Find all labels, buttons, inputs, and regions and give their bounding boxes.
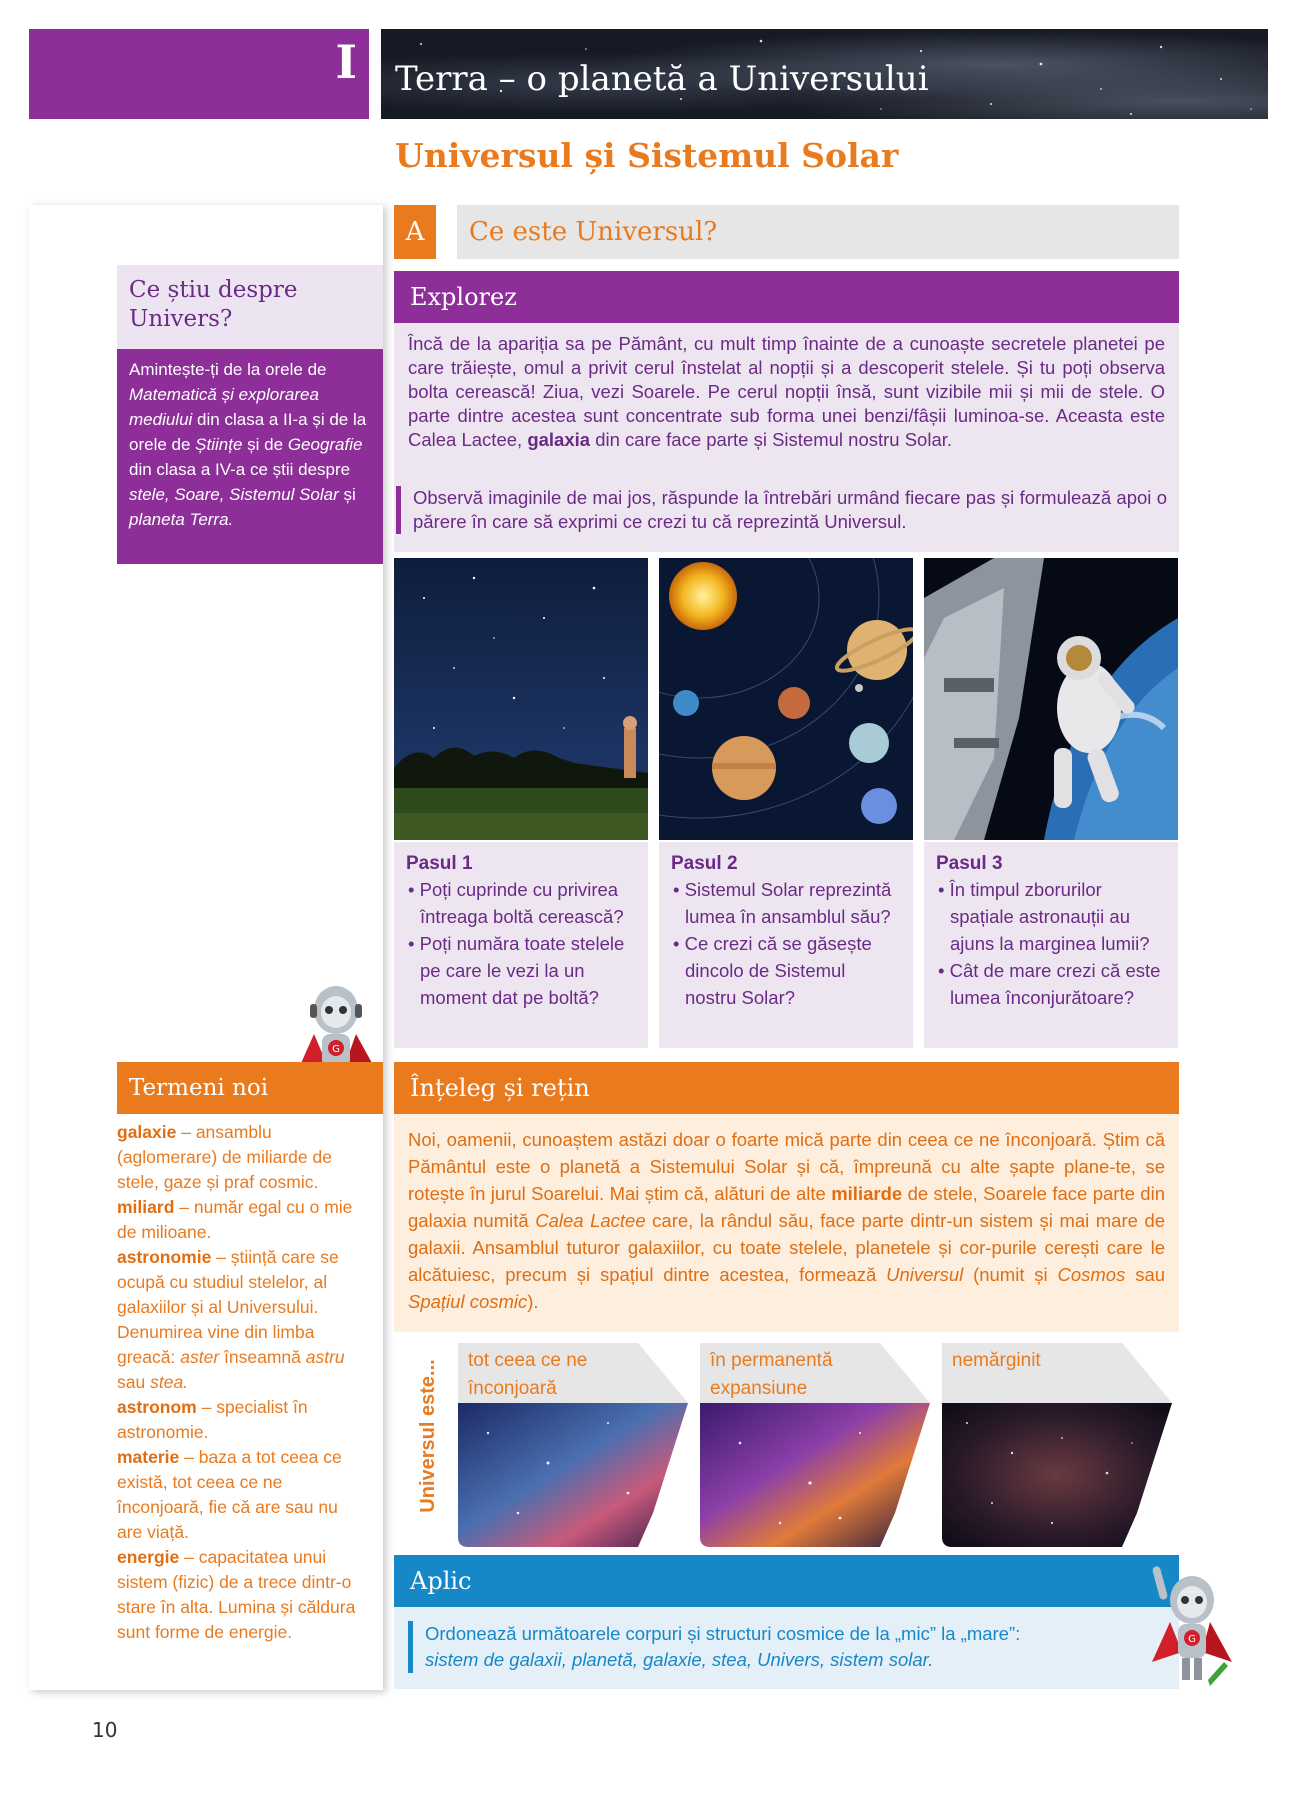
apply-instruction: Ordonează următoarele corpuri și structuri cosmice de la „mic” la „mare”: sistem de galaxii, planetă, galaxie, stea, Univers, sistem solar. [408, 1621, 1148, 1673]
step-question: • Poți cuprinde cu privirea întreaga boltă cerească? [406, 876, 636, 930]
step-question: • Poți număra toate stelele pe care le vezi la un moment dat pe boltă? [406, 930, 636, 1011]
svg-text:G: G [1188, 1634, 1196, 1645]
section-title: Ce este Universul? [457, 205, 1179, 259]
photo-night-sky [394, 558, 648, 840]
explore-box [394, 323, 1179, 552]
terms-list [117, 1120, 367, 1645]
know-box-title: Ce știu despre Univers? [117, 265, 383, 349]
step-question: • Sistemul Solar reprezintă lumea în ansamblul său? [671, 876, 901, 930]
chapter-title: Terra – o planetă a Universului [395, 59, 929, 99]
understand-header: Înțeleg și rețin [394, 1062, 1179, 1114]
robot-mascot-icon [1148, 1562, 1236, 1690]
universe-card-text: nemărginit [952, 1350, 1041, 1371]
svg-text:G: G [332, 1044, 340, 1055]
lesson-title: Universul și Sistemul Solar [395, 136, 899, 175]
step-1-box [394, 842, 648, 1048]
universe-card-text: tot ceea ce ne înconjoară [468, 1350, 588, 1399]
section-letter: A [394, 205, 436, 259]
step-3-box [924, 842, 1178, 1048]
universe-card-text: în permanentă expansiune [710, 1350, 833, 1399]
step-question: • Cât de mare crezi că este lumea înconjurătoare? [936, 957, 1166, 1011]
step-title: Pasul 2 [671, 853, 738, 874]
understand-paragraph: Noi, oamenii, cunoaștem astăzi doar o foarte mică parte din ceea ce ne înconjoară. Știm că Pământul este o planetă a Sistemului Solar și că, împreună cu alte șapte plane-te, se rotește în jurul Soarelui. Mai știm că, alături de alte miliarde de stele, Soarele face parte din galaxia numită Calea Lactee care, la rândul său, face parte dintr-un sistem și mai mare de galaxii. Ansamblul tuturor galaxiilor, cu toate stelele, planetele și cor-purile cerești care le alcătuiesc, precum și spațiul dintre acestea, formează Universul (numit și Cosmos sau Spațiul cosmic). [394, 1114, 1179, 1332]
explore-instruction: Observă imaginile de mai jos, răspunde la întrebări urmând fiecare pas și formulează apoi o părere în care să exprimi ce crezi tu că reprezintă Universul. [396, 486, 1167, 534]
term-entry: galaxie – ansamblu (aglomerare) de miliarde de stele, gaze și praf cosmic. [117, 1122, 332, 1192]
explore-paragraph: Încă de la apariția sa pe Pământ, cu mult timp înainte de a cunoaște secretele planetei pe care trăiește, omul a privit cerul înstelat al nopții și a descoperit stelele. Și tu poți observa bolta cerească! Ziua, vezi Soarele. Pe cerul nopții însă, sunt vizibile mii și mii de stele. O parte dintre acestea sunt concentrate sub forma unei benzi/fâșii luminoa-se. Aceasta este Calea Lactee, galaxia din care face parte și Sistemul nostru Solar. [408, 333, 1165, 450]
photo-astronaut [924, 558, 1178, 840]
explore-header: Explorez [394, 271, 1179, 323]
photo-solar-system [659, 558, 913, 840]
step-question: • În timpul zborurilor spațiale astronauții au ajuns la marginea lumii? [936, 876, 1166, 957]
term-entry: materie – baza a tot ceea ce există, tot ceea ce ne înconjoară, fie că are sau nu are viață. [117, 1447, 342, 1542]
universe-card-3 [942, 1343, 1172, 1547]
chapter-number-box [29, 29, 369, 119]
chapter-banner [381, 29, 1268, 119]
term-entry: astronomie – știință care se ocupă cu studiul stelelor, al galaxiilor și al Universului. Denumirea vine din limba greacă: aster înseamnă astru sau stea. [117, 1247, 345, 1392]
step-title: Pasul 1 [406, 853, 473, 874]
universe-label: Universul este... [417, 1359, 439, 1513]
step-title: Pasul 3 [936, 853, 1003, 874]
term-entry: energie – capacitatea unui sistem (fizic) de a trece dintr-o stare în alta. Lumina și căldura sunt forme de energie. [117, 1547, 356, 1642]
page-number: 10 [92, 1718, 118, 1742]
apply-box [394, 1607, 1179, 1689]
know-box-body: Amintește-ți de la orele de Matematică și explorarea mediului din clasa a II-a și de la orele de Științe și de Geografie din clasa a IV-a ce știi despre stele, Soare, Sistemul Solar și planeta Terra. [117, 349, 383, 564]
terms-header: Termeni noi [117, 1062, 383, 1114]
universe-card-2 [700, 1343, 930, 1547]
term-entry: astronom – specialist în astronomie. [117, 1397, 308, 1442]
chapter-number: I [335, 35, 357, 89]
step-question: • Ce crezi că se găsește dincolo de Sistemul nostru Solar? [671, 930, 901, 1011]
term-entry: miliard – număr egal cu o mie de milioane. [117, 1197, 353, 1242]
universe-card-1 [458, 1343, 688, 1547]
apply-header: Aplic [394, 1555, 1179, 1607]
step-2-box [659, 842, 913, 1048]
